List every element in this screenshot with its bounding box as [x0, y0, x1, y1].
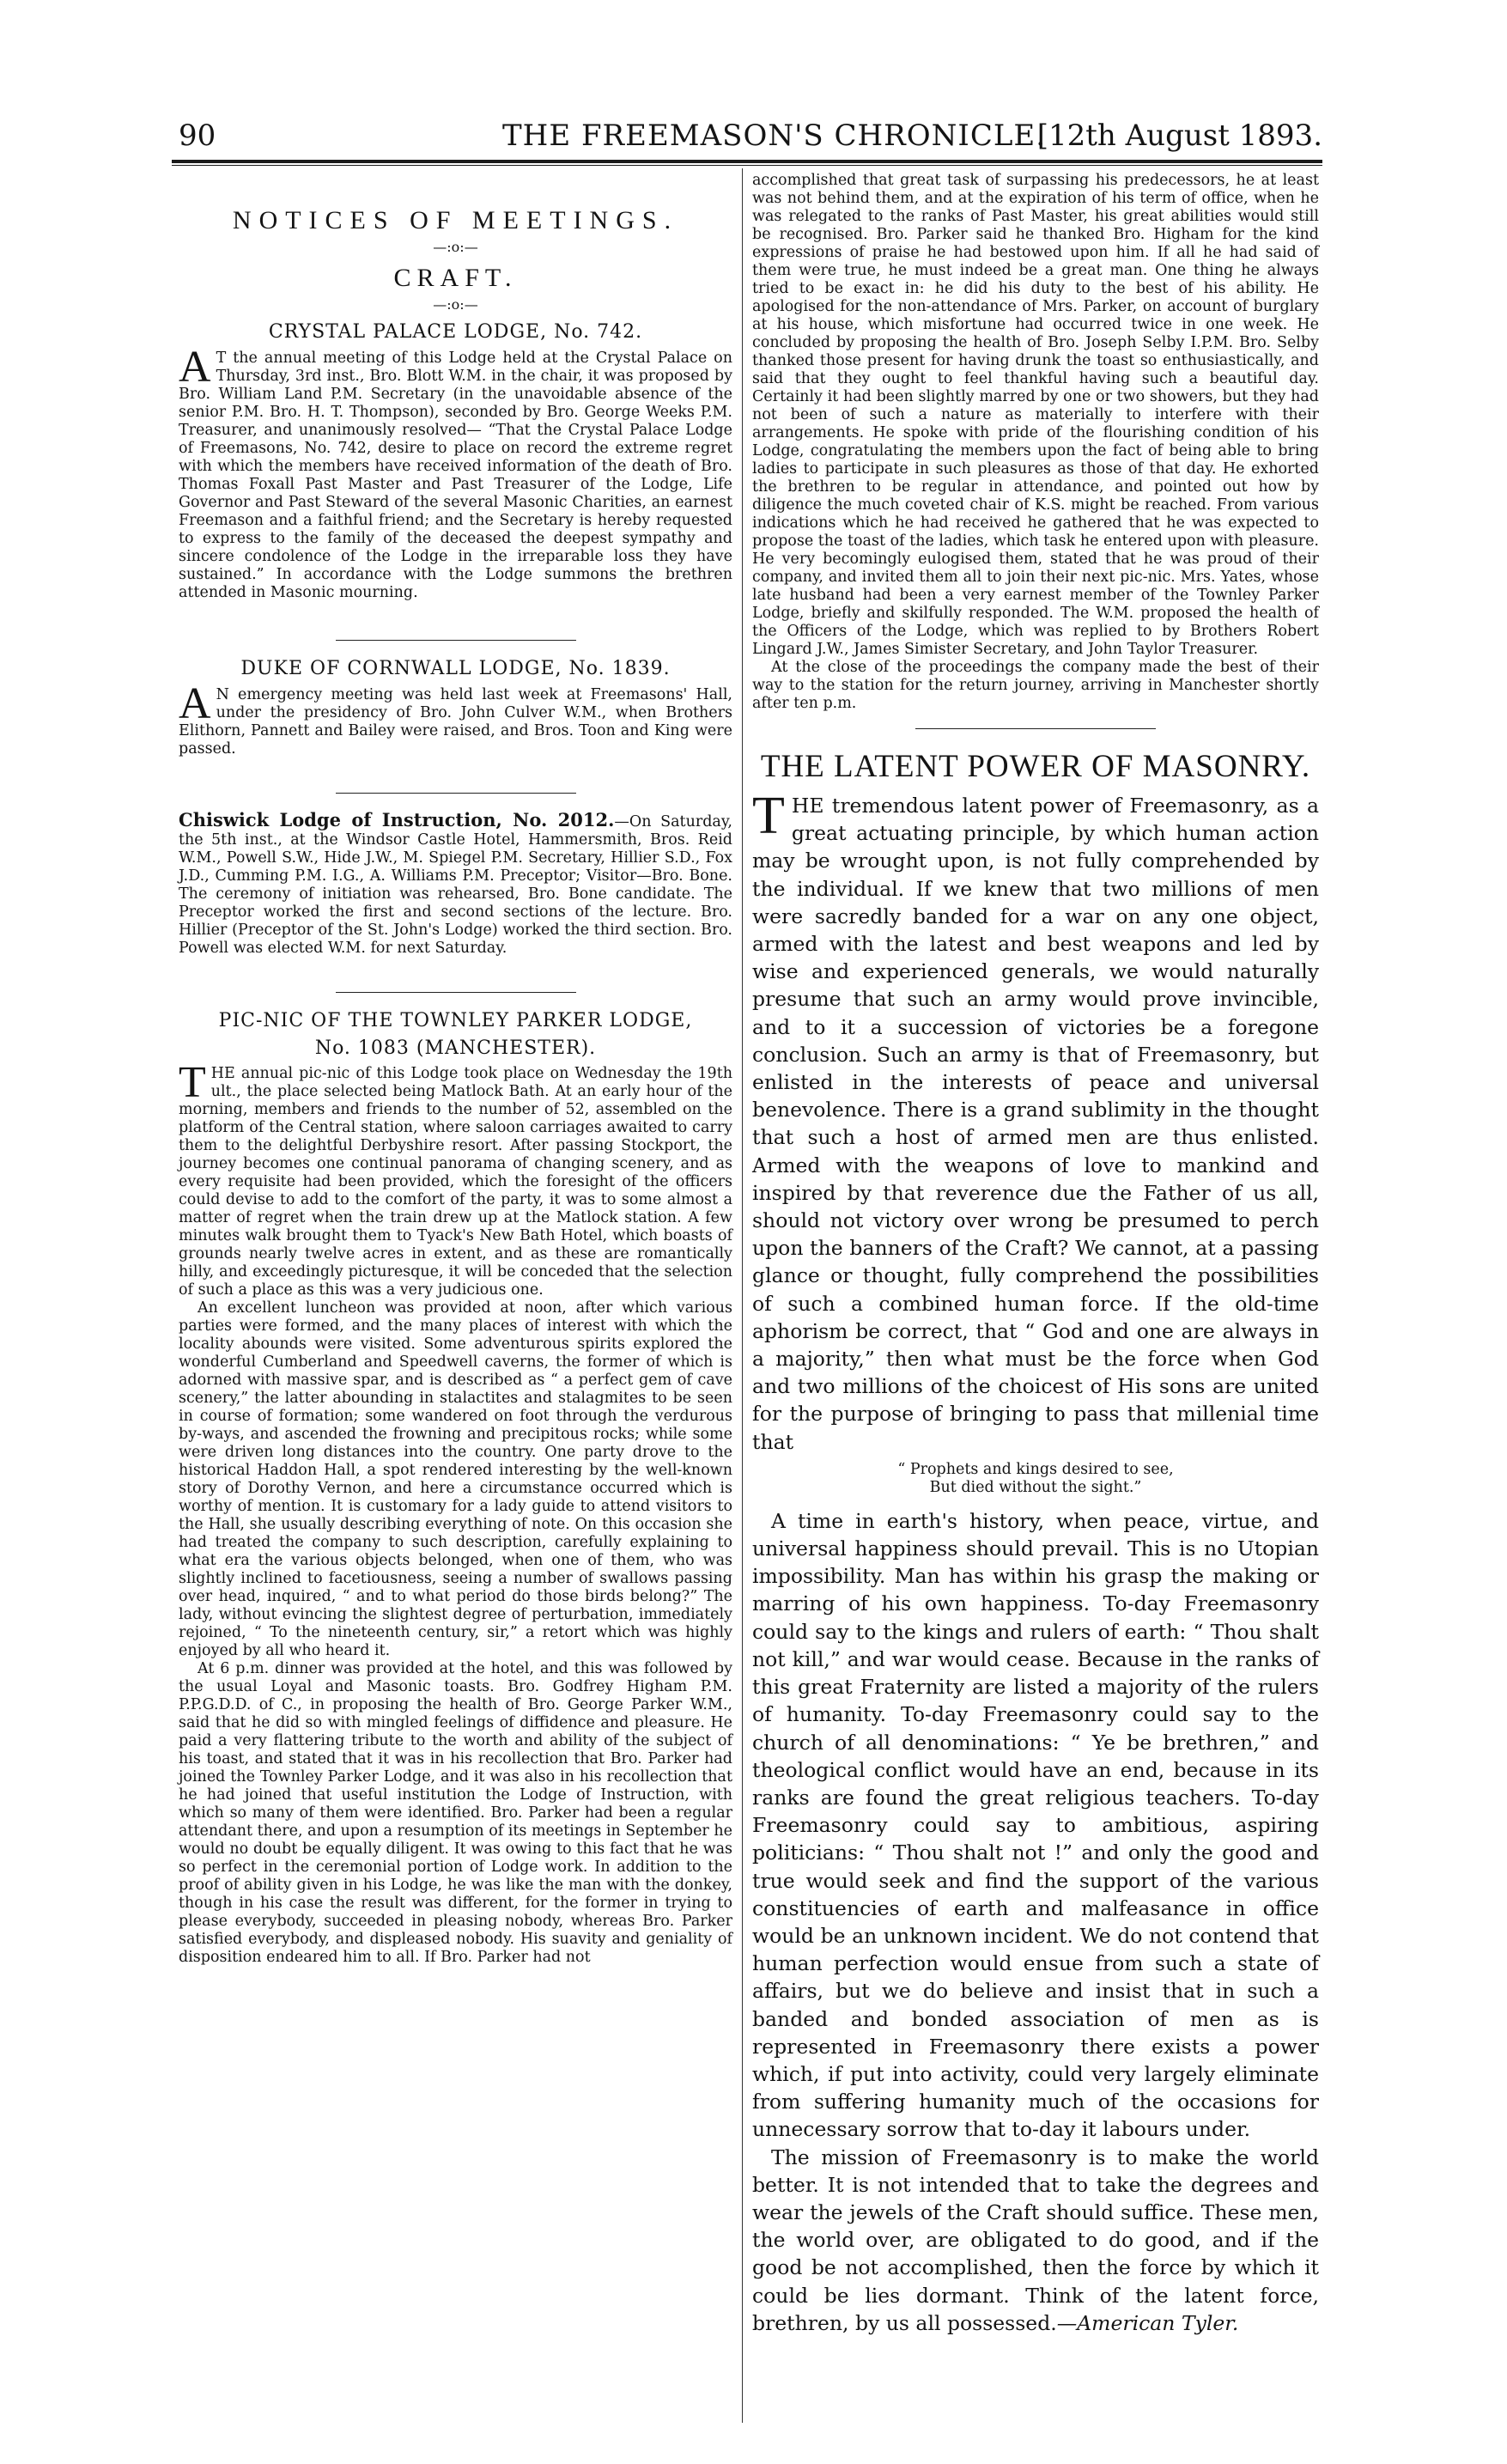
latent-paragraph-2: A time in earth's history, when peace, virtue, and universal happiness should prevail. This is no Utopian impossibility. Man has within his grasp the making or marring of his own happiness. To-day Freemasonry could say to the kings and rulers of earth: “ Thou shalt not kill,” and war would cease. Because in the ranks of this great Fraternity are listed a majority of the rulers of humanity. To-day Freemasonry could say to the church of all denominations: “ Ye be brethren,” and theological conflict would have an end, because in its ranks are found the great religious teachers. To-day Freemasonry could say to ambitious, aspiring politicians: “ Thou shalt not !” and only the good and true would seek and find the support of the various constituencies of earth and malfeasance in office would be an unknown incident. We do not contend that human perfection would ensue from such a state of affairs, but we do believe and insist that in such a banded and bonded association of men as is represented in Freemasonry there exists a power which, if put into activity, could very largely eliminate from suffering humanity much of the occasions for unnecessary sorrow that to-day it labours under.	[752, 1508, 1319, 2142]
notices-heading: NOTICES OF MEETINGS.	[232, 206, 679, 234]
chiswick-article	[179, 811, 732, 958]
page-number: 90	[179, 119, 216, 153]
right-column	[752, 172, 1319, 2337]
poem-quote	[752, 1461, 1319, 1497]
duke-of-cornwall-heading: DUKE OF CORNWALL LODGE, No. 1839.	[240, 658, 671, 679]
article-body: The mission of Freemasonry is to make the world better. It is not intended that to take the degrees and wear the jewels of the Craft should suffice. These men, the world over, are obligated to do good, and if the good be not accomplished, then the force by which it could be lies dormant. Think of the latent force, brethren, by us all possessed.	[752, 2145, 1319, 2335]
picnic-paragraph-1	[179, 1058, 732, 1299]
section-rule	[336, 793, 576, 794]
issue-date: [12th August 1893.	[1036, 119, 1322, 153]
article-signature: —American Tyler.	[1056, 2310, 1239, 2335]
picnic-heading-line-1: PIC-NIC OF THE TOWNLEY PARKER LODGE,	[218, 1010, 693, 1031]
masthead-rule-thin	[172, 165, 1322, 166]
drop-cap: A	[179, 343, 211, 392]
masthead-rule	[172, 160, 1322, 163]
section-rule	[336, 640, 576, 641]
article-body: N emergency meeting was held last week at Freemasons' Hall, under the presidency of Bro. John Culver W.M., when Brothers Elithorn, Pannett and Bailey were raised, and Bros. Toon and King were passed.	[179, 686, 732, 757]
crystal-palace-heading: CRYSTAL PALACE LODGE, No. 742.	[268, 321, 643, 343]
picnic-paragraph-2: An excellent luncheon was provided at noon, after which various parties were formed, and the many places of interest with which the locality abounds were visited. Some adventurous spirits explored the wonderful Cumberland and Speedwell caverns, the former of which is adorned with massive spar, and is described as “ a perfect gem of cave scenery,” the latter abounding in stalactites and stalagmites to be seen in course of formation; some wandered on foot through the verdurous by-ways, and ascended the frowning and precipitous rocks; while some were driven long distances into the country. One party drove to the historical Haddon Hall, a spot rendered interesting by the well-known story of Dorothy Vernon, and here a circumstance occurred which is worthy of mention. It is customary for a lady guide to attend visitors to the Hall, she usually describing everything of note. On this occasion she had treated the company to such description, carefully explaining to what era the various objects belonged, when one of them, who was slightly inclined to facetiousness, seeing a number of swallows passing over head, inquired, “ and to what period do those birds belong?” The lady, without evincing the slightest degree of perturbation, immediately rejoined, “ To the nineteenth century, sir,” a retort which was highly enjoyed by all who heard it.	[179, 1299, 732, 1659]
article-body: HE tremendous latent power of Freemasonry, as a great actuating principle, by which human action may be wrought upon, is not fully comprehended by the individual. If we knew that two millions of men were sacredly banded for a war on any one object, armed with the latest and best weapons and led by wise and experienced generals, we would naturally presume that such an army would prove invincible, and to it a succession of victories be a foregone conclusion. Such an army is that of Freemasonry, but enlisted in the interests of peace and universal benevolence. There is a grand sublimity in the thought that such a host of armed men are thus enlisted. Armed with the weapons of love to mankind and inspired by that reverence due the Father of us all, should not victory over wrong be presumed to perch upon the banners of the Craft? We cannot, at a passing glance or thought, fully comprehend the possibilities of such a combined human force. If the old-time aphorism be correct, that “ God and one are always in a majority,” then what must be the force when God and two millions of the choicest of His sons are united for the purpose of bringing to pass that millenial time that	[752, 794, 1319, 1454]
ornament-divider: —:o:—	[433, 239, 478, 255]
duke-of-cornwall-article	[179, 679, 732, 758]
latent-paragraph-3	[752, 2144, 1319, 2337]
chiswick-lead: Chiswick Lodge of Instruction, No. 2012.	[179, 809, 615, 830]
article-body: —On Saturday, the 5th inst., at the Windsor Castle Hotel, Hammersmith, Bros. Reid W.M., Powell S.W., Hide J.W., M. Spiegel P.M. Secretary, Hillier S.D., Fox J.D., Cumming P.M. I.G., A. Williams P.M. Preceptor; Visitor—Bro. Bone. The ceremony of initiation was rehearsed, Bro. Bone candidate. The Preceptor worked the first and second sections of the lecture. Bro. Hillier (Preceptor of the St. John's Lodge) worked the third section. Bro. Powell was elected W.M. for next Saturday.	[179, 813, 732, 957]
article-body: HE annual pic-nic of this Lodge took place on Wednesday the 19th ult., the place selected being Matlock Bath. At an early hour of the morning, members and friends to the number of 52, assembled on the platform of the Central station, where saloon carriages awaited to carry them to the delightful Derbyshire resort. After passing Stockport, the journey becomes one continual panorama of changing scenery, and as every requisite had been provided, which the foresight of the officers could devise to add to the comfort of the party, it was to some almost a matter of regret when the train drew up at the Matlock station. A few minutes walk brought them to Tyack's New Bath Hotel, which boasts of grounds nearly twelve acres in extent, and as these are romantically hilly, and exceedingly picturesque, it will be conceded that the selection of such a place as this was a very judicious one.	[179, 1065, 732, 1299]
column-divider	[742, 168, 743, 2423]
quote-line-1: “ Prophets and kings desired to see,	[897, 1460, 1174, 1478]
picnic-closing: At the close of the proceedings the company made the best of their way to the station for the return journey, arriving in Manchester shortly after ten p.m.	[752, 659, 1319, 712]
article-body: T the annual meeting of this Lodge held at the Crystal Palace on Thursday, 3rd inst., Bro. Blott W.M. in the chair, it was proposed by Bro. William Land P.M. Secretary (in the unavoidable absence of the senior P.M. Bro. H. T. Thompson), seconded by Bro. George Weeks P.M. Treasurer, and unanimously resolved— “That the Crystal Palace Lodge of Freemasons, No. 742, desire to place on record the extreme regret with which the members have received information of the death of Bro. Thomas Foxall Past Master and Past Treasurer of the Lodge, Life Governor and Past Steward of the several Masonic Charities, an earnest Freemason and a faithful friend; and the Secretary is hereby requested to express to the family of the deceased the deepest sympathy and sincere condolence of the Lodge in the irreparable loss they have sustained.” In accordance with the Lodge summons the brethren attended in Masonic mourning.	[179, 350, 732, 601]
latent-paragraph-1	[752, 787, 1319, 1456]
picnic-continuation: accomplished that great task of surpassing his predecessors, he at least was not behind them, and at the expiration of his term of office, when he was relegated to the ranks of Past Master, his great abilities would still be recognised. Bro. Parker said he thanked Bro. Higham for the kind expressions of praise he had bestowed upon him. If all he had said of them were true, he must indeed be a great man. One thing he always tried to be exact in: he did his duty to the best of his ability. He apologised for the non-attendance of Mrs. Parker, on account of burglary at his house, which misfortune had occurred twice in one week. He concluded by proposing the health of Bro. Joseph Selby I.P.M. Bro. Selby thanked those present for having drunk the toast so enthusiastically, and said that they ought to feel thankful having such a beautiful day. Certainly it had been slightly marred by one or two showers, but they had not been of such a nature as materially to interfere with their arrangements. He spoke with pride of the flourishing condition of his Lodge, congratulating the members upon the fact of being able to bring ladies to participate in such pleasures as those of that day. He exhorted the brethren to be regular in attendance, and pointed out how by diligence the much coveted chair of K.S. might be reached. From various indications which he had received he gathered that he was expected to propose the toast of the ladies, which task he entered upon with pleasure. He very becomingly eulogised them, stated that he was proud of their company, and invited them all to join their next pic-nic. Mrs. Yates, whose late husband had been a very earnest member of the Townley Parker Lodge, briefly and skilfully responded. The W.M. proposed the health of the Officers of the Lodge, which was replied to by Brothers Robert Lingard J.W., James Simister Secretary, and John Taylor Treasurer.	[752, 172, 1319, 658]
drop-cap: T	[752, 787, 785, 845]
section-rule	[336, 992, 576, 993]
picnic-paragraph-3: At 6 p.m. dinner was provided at the hotel, and this was followed by the usual Loyal and Masonic toasts. Bro. Godfrey Higham P.M. P.P.G.D.D. of C., in proposing the health of Bro. George Parker W.M., said that he did so with mingled feelings of diffidence and pleasure. He paid a very flattering tribute to the worth and ability of the subject of his toast, and stated that it was in his recollection that Bro. Parker had joined the Townley Parker Lodge, and it was also in his recollection that he had joined that useful institution the Lodge of Instruction, with which so many of them were identified. Bro. Parker had been a regular attendant there, and upon a resumption of its meetings in September he would no doubt be equally diligent. It was owing to this fact that he was so perfect in the ceremonial portion of Lodge work. In addition to the proof of ability given in his Lodge, he was like the man with the donkey, though in his case the result was different, for the former in trying to please everybody, succeeded in pleasing nobody, whereas Bro. Parker satisfied everybody, and displeased nobody. His suavity and geniality of disposition endeared him to all. If Bro. Parker had not	[179, 1660, 732, 1966]
picnic-heading-line-2: No. 1083 (MANCHESTER).	[314, 1037, 597, 1059]
craft-heading: CRAFT.	[393, 264, 518, 292]
latent-power-heading: THE LATENT POWER OF MASONRY.	[760, 749, 1311, 784]
section-rule	[915, 728, 1156, 729]
drop-cap: T	[179, 1058, 206, 1107]
publication-title: THE FREEMASON'S CHRONICLE.	[502, 119, 1047, 153]
masthead	[172, 119, 1322, 156]
crystal-palace-article	[179, 343, 732, 602]
quote-line-2: But died without the sight.”	[929, 1478, 1142, 1496]
ornament-divider: —:o:—	[433, 296, 478, 313]
left-column	[179, 172, 732, 1967]
drop-cap: A	[179, 679, 211, 728]
